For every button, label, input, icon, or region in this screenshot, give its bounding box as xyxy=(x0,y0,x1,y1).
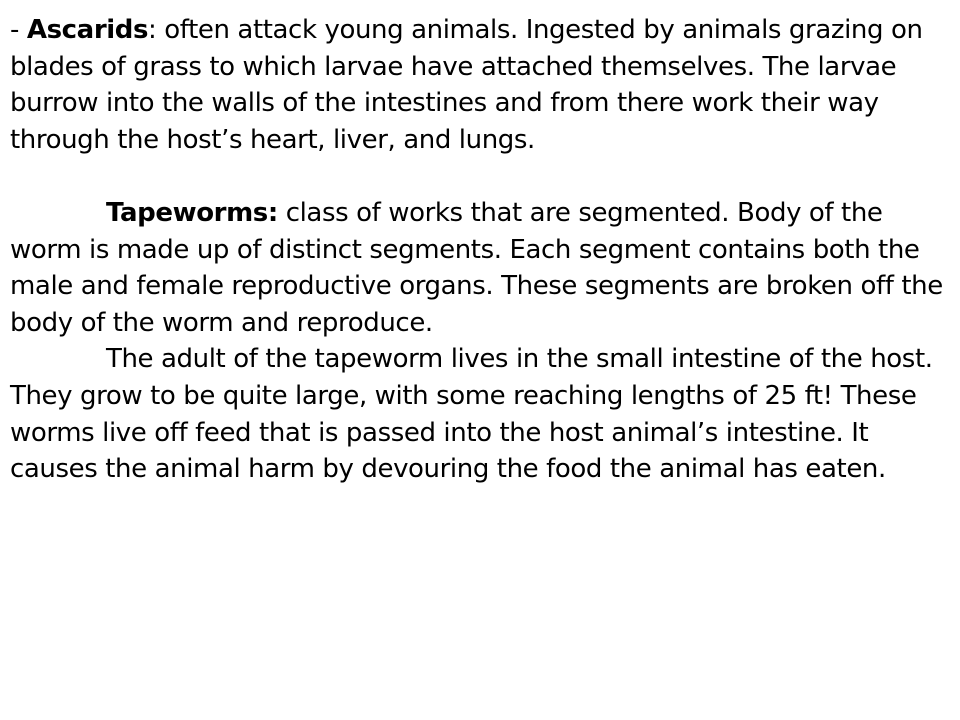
paragraph-spacer xyxy=(10,158,955,195)
ascarids-prefix: - xyxy=(10,15,27,45)
tapeworm-adult-text: The adult of the tapeworm lives in the small intestine of the host. They grow to be quite large, with some reaching lengths of 25 ft! These worms live off feed that is passed into the host animal’s intestine. It causes the animal harm by devouring the food the animal has eaten. xyxy=(10,344,933,485)
tapeworm-adult-paragraph xyxy=(10,341,955,487)
ascarids-text: : often attack young animals. Ingested by animals grazing on blades of grass to which larvae have attached themselves. The larvae burrow into the walls of the intestines and from there work their way through the host’s heart, liver, and lungs. xyxy=(10,15,923,155)
tapeworms-paragraph xyxy=(10,195,955,341)
ascarids-term: Ascarids xyxy=(26,15,149,45)
tapeworms-text: class of works that are segmented. Body of the worm is made up of distinct segments. Each segment contains both the male and female reproductive organs. These segments are broken off the body of the worm and reproduce. xyxy=(10,197,943,338)
tapeworms-term: Tapeworms: xyxy=(106,197,278,228)
ascarids-paragraph xyxy=(10,12,955,158)
slide-body xyxy=(10,12,955,488)
